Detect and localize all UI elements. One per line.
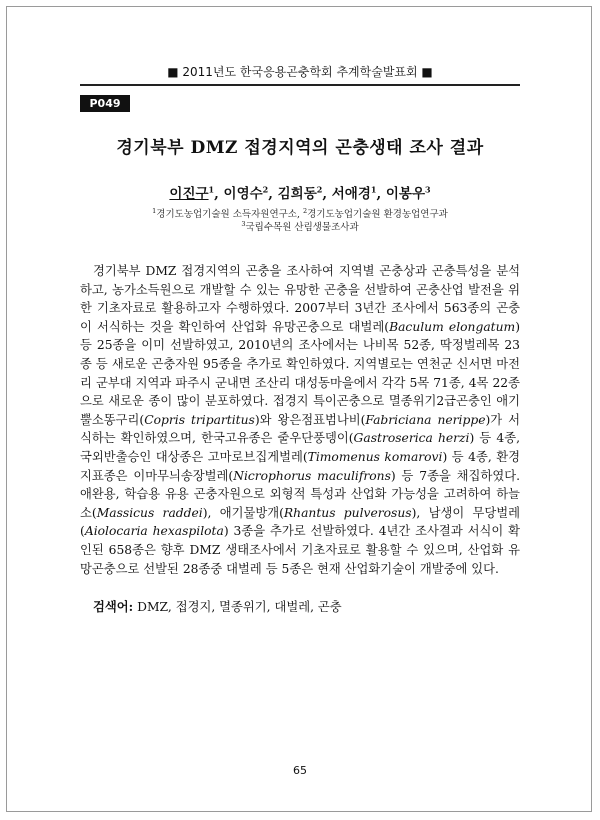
author-affiliation-mark: 2 <box>316 184 323 195</box>
author-separator: , <box>376 186 386 202</box>
species-name: Massicus raddei <box>96 505 203 520</box>
author-separator: , <box>322 186 332 202</box>
author-affiliation-mark: 3 <box>424 184 431 195</box>
keywords-label: 검색어: <box>93 599 134 614</box>
affiliation-line-2 <box>80 219 520 233</box>
species-name: Timomenus komarovi <box>307 449 443 464</box>
species-name: Baculum elongatum <box>389 319 516 334</box>
keywords-text: DMZ, 접경지, 멸종위기, 대벌레, 곤충 <box>133 600 342 614</box>
affiliation-text: 경기도농업기술원 소득자원연구소, <box>156 209 304 220</box>
author-name: 이영수 <box>223 186 263 202</box>
page-number: 65 <box>293 764 307 777</box>
species-name: Fabriciana nerippe <box>365 412 486 427</box>
species-name: Aiolocaria hexaspilota <box>84 524 224 539</box>
affiliation-text: 경기도농업기술원 환경농업연구과 <box>307 209 448 220</box>
author-name: 이진구 <box>169 186 209 202</box>
author-affiliation-mark: 1 <box>208 184 215 195</box>
author-affiliation-mark: 2 <box>262 184 269 195</box>
affiliation-number: 2 <box>303 206 308 215</box>
abstract-text: 경기북부 DMZ 접경지역의 곤충을 조사하여 지역별 곤충상과 곤충특성을 분석하고, 농가소득원으로 개발할 수 있는 유망한 곤충을 선발하여 곤충산업 발전을 위한 기초자료로 활용하고자 수행하였다. 2007부터 3년간 조사에서 563종의 곤충이 서식하는 것을 확인하여 산업화 유망곤충으로 대벌레( <box>80 264 520 334</box>
header-rule <box>80 84 520 86</box>
abstract-text: ) 3종을 추가로 선발하였다. 4년간 조사결과 서식이 확인된 658종은 향후 DMZ 생태조사에서 기초자료로 활용할 수 있으며, 산업화 유망곤충으로 선발된 28종중 대벌레 등 5종은 현재 산업화기술이 개발중에 있다. <box>80 524 520 576</box>
author-name: 서애경 <box>331 186 371 202</box>
abstract-text: ), 남생이 무당벌레( <box>80 505 520 539</box>
affiliation-text: 국립수목원 산림생물조사과 <box>245 222 359 233</box>
abstract-text: )와 왕은점표범나비( <box>254 412 366 427</box>
species-name: Nicrophorus maculifrons <box>233 468 391 483</box>
abstract-paragraph <box>80 262 520 578</box>
species-name: Rhantus pulverosus <box>283 505 412 520</box>
affiliation-number: 1 <box>152 206 157 215</box>
species-name: Copris tripartitus <box>144 412 255 427</box>
abstract-text: )가 서식하는 확인하였으며, 한국고유종은 줄우단풍뎅이( <box>80 412 520 446</box>
abstract-text: ) 등 25종을 이미 선발하였고, 2010년의 조사에서는 나비목 52종, 딱정벌레목 23종 등 새로운 곤충자원 95종을 추가로 확인하였다. 지역별로는 연천군 신서면 마전리 군부대 지역과 파주시 군내면 조산리 대성동마을에서 각각 5목 71종, 4목 22종으로 새로운 종이 많이 분포하였다. 접경지 특이곤충으로 멸종위기2급곤충인 애기뿔소똥구리( <box>80 319 520 427</box>
abstract-text: ) 등 4종, 국외반출승인 대상종은 고마로브집게벌레( <box>80 431 521 464</box>
paper-code-badge: P049 <box>80 95 130 112</box>
abstract-text: ) 등 7종을 채집하였다. 애완용, 학습용 유용 곤충자원으로 외형적 특성과 산업화 가능성을 고려하여 하늘소( <box>80 468 520 520</box>
author-name: 김희동 <box>277 186 317 202</box>
keywords-line <box>93 597 342 615</box>
author-list <box>80 182 520 202</box>
author-separator: , <box>268 186 278 202</box>
author-name: 이봉우 <box>385 186 425 202</box>
affiliation-number: 3 <box>241 219 246 228</box>
affiliation-line-1 <box>80 206 520 220</box>
running-header: ■ 2011년도 한국응용곤충학회 추계학술발표회 ■ <box>167 65 433 79</box>
author-separator: , <box>214 186 224 202</box>
species-name: Gastroserica herzi <box>353 431 470 446</box>
abstract-text: ) 등 4종, 환경지표종은 이마무늬송장벌레( <box>80 449 521 483</box>
paper-title: 경기북부 DMZ 접경지역의 곤충생태 조사 결과 <box>116 138 484 158</box>
author-affiliation-mark: 1 <box>370 184 377 195</box>
abstract-text: ), 애기물방개( <box>202 505 284 520</box>
